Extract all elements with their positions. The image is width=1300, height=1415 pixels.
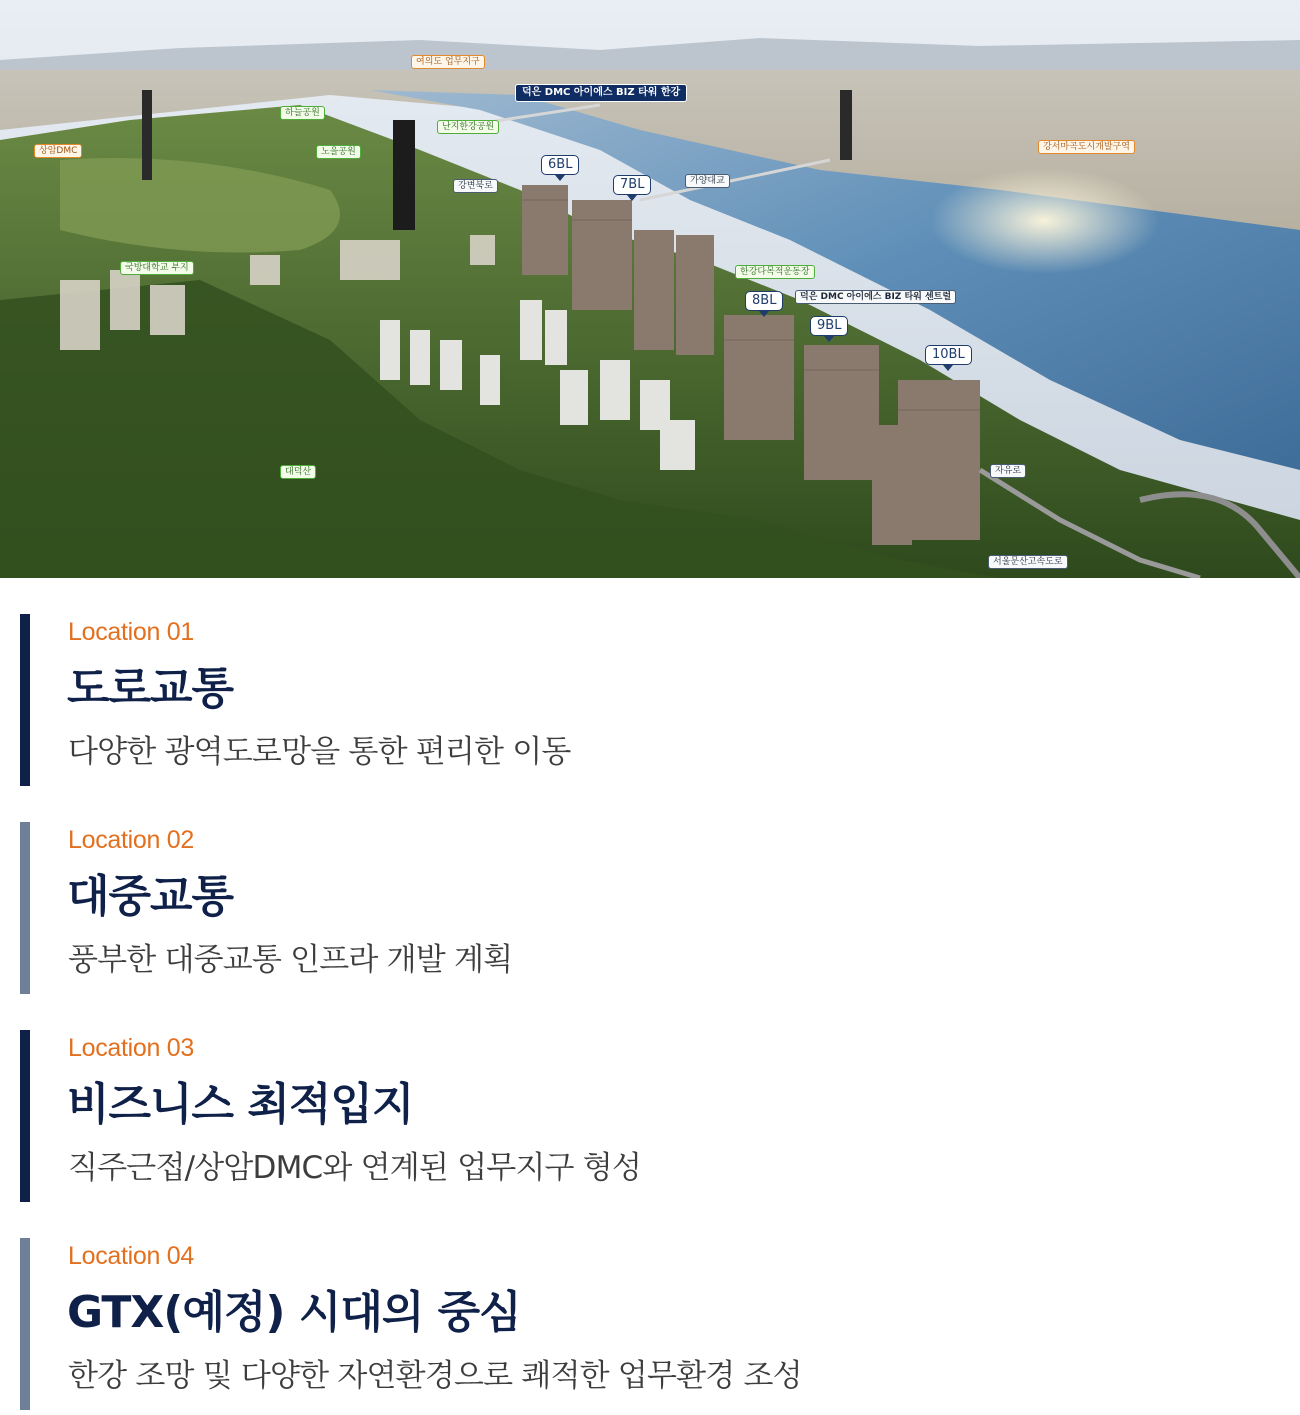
- location-tag: Location 04: [68, 1242, 194, 1270]
- location-section-1: [20, 614, 1280, 786]
- location-description: 다양한 광역도로망을 통한 편리한 이동: [68, 734, 571, 770]
- location-title: 비즈니스 최적입지: [67, 1079, 414, 1130]
- block-marker-7bl: 7BL: [613, 175, 651, 195]
- block-marker-8bl: 8BL: [745, 291, 783, 311]
- block-marker-6bl: 6BL: [541, 155, 579, 175]
- label-skypark: 하늘공원: [280, 106, 325, 120]
- location-description: 한강 조망 및 다양한 자연환경으로 쾌적한 업무환경 조성: [68, 1358, 802, 1394]
- location-tag: Location 02: [68, 826, 194, 854]
- label-sangam: 상암DMC: [34, 144, 82, 158]
- label-jayuro: 자유로: [990, 464, 1026, 478]
- label-yeouido: 여의도 업무지구: [411, 55, 485, 69]
- location-tag: Location 01: [68, 618, 194, 646]
- section-accent-bar: [20, 1030, 30, 1202]
- location-description: 직주근접/상암DMC와 연계된 업무지구 형성: [68, 1150, 642, 1186]
- label-project-central: 덕은 DMC 아이에스 BIZ 타워 센트럴: [795, 290, 956, 304]
- location-title: 대중교통: [67, 871, 234, 922]
- location-tag: Location 03: [68, 1034, 194, 1062]
- label-gangseo: 강서마곡도시개발구역: [1038, 140, 1135, 154]
- label-hangang-sports: 한강다목적운동장: [735, 265, 815, 279]
- section-accent-bar: [20, 1238, 30, 1410]
- label-daedeok: 대덕산: [280, 465, 316, 479]
- block-marker-10bl: 10BL: [925, 345, 972, 365]
- label-expressway: 서울문산고속도로: [988, 555, 1068, 569]
- section-accent-bar: [20, 822, 30, 994]
- location-section-2: [20, 822, 1280, 994]
- block-marker-9bl: 9BL: [810, 316, 848, 336]
- location-description: 풍부한 대중교통 인프라 개발 계획: [68, 942, 513, 978]
- label-gangbyeon: 강변북로: [453, 179, 498, 193]
- label-univ: 국방대학교 부지: [120, 261, 194, 275]
- location-section-4: [20, 1238, 1280, 1410]
- label-noeul: 노을공원: [316, 145, 361, 159]
- label-nanji: 난지한강공원: [437, 120, 499, 134]
- location-section-3: [20, 1030, 1280, 1202]
- location-title: 도로교통: [67, 663, 234, 714]
- label-project-hangang: 덕은 DMC 아이에스 BIZ 타워 한강: [515, 84, 687, 102]
- section-accent-bar: [20, 614, 30, 786]
- label-gayang: 가양대교: [685, 174, 730, 188]
- aerial-site-map: [0, 0, 1300, 578]
- location-title: GTX(예정) 시대의 중심: [67, 1287, 521, 1338]
